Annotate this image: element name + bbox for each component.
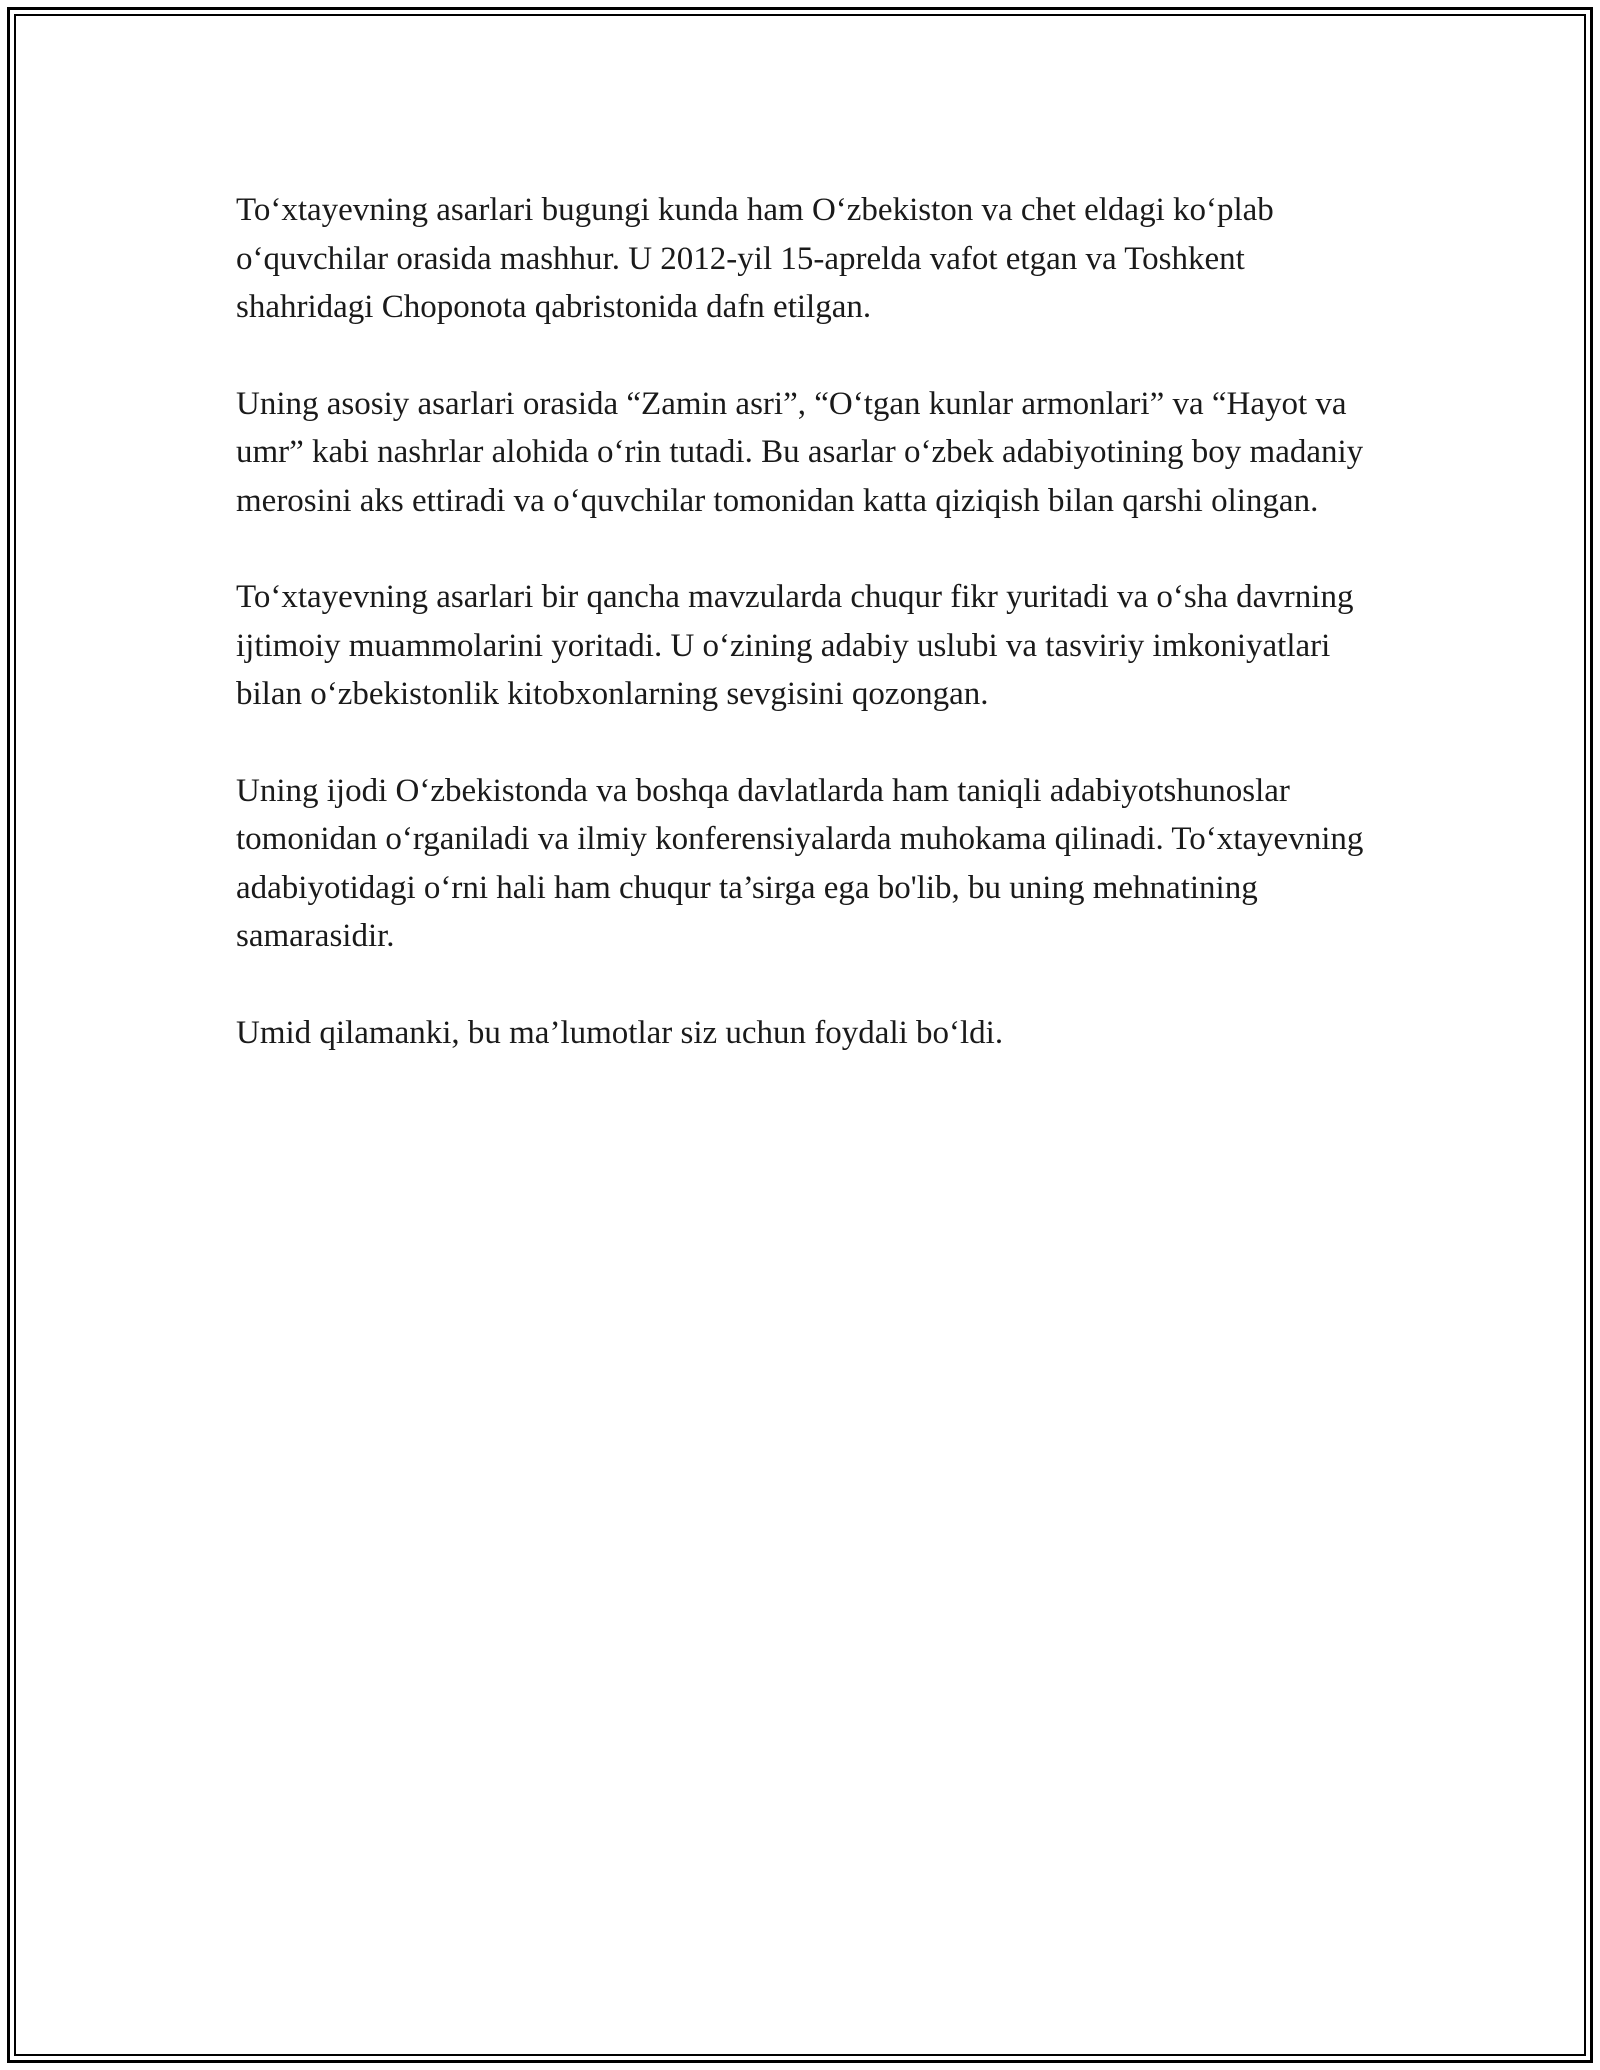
paragraph: Umid qilamanki, bu ma’lumotlar siz uchun foydali bo‘ldi. (236, 1014, 1004, 1051)
paragraph: To‘xtayevning asarlari bir qancha mavzularda chuqur fikr yuritadi va o‘sha davrning ijtimoiy muammolarini yoritadi. U o‘zining adabiy uslubi va tasviriy imkoniyatlari bilan o‘zbekistonlik kitobxonlarning sevgisini qozongan. (236, 579, 1354, 712)
paragraph: Uning asosiy asarlari orasida “Zamin asri”, “O‘tgan kunlar armonlari” va “Hayot va umr” kabi nashrlar alohida o‘rin tutadi. Bu asarlar o‘zbek adabiyotining boy madaniy merosini aks ettiradi va o‘quvchilar tomonidan katta qiziqish bilan qarshi olingan. (236, 385, 1364, 519)
paragraph: Uning ijodi O‘zbekistonda va boshqa davlatlarda ham taniqli adabiyotshunoslar tomonidan o‘rganiladi va ilmiy konferensiyalarda muhokama qilinadi. To‘xtayevning adabiyotidagi o‘rni hali ham chuqur ta’sirga ega bo'lib, bu uning mehnatining samarasidir. (236, 772, 1364, 954)
paragraph: To‘xtayevning asarlari bugungi kunda ham O‘zbekiston va chet eldagi ko‘plab o‘quvchilar orasida mashhur. U 2012-yil 15-aprelda vafot etgan va Toshkent shahridagi Choponota qabristonida dafn etilgan. (236, 192, 1274, 325)
document-body (236, 186, 1366, 1105)
